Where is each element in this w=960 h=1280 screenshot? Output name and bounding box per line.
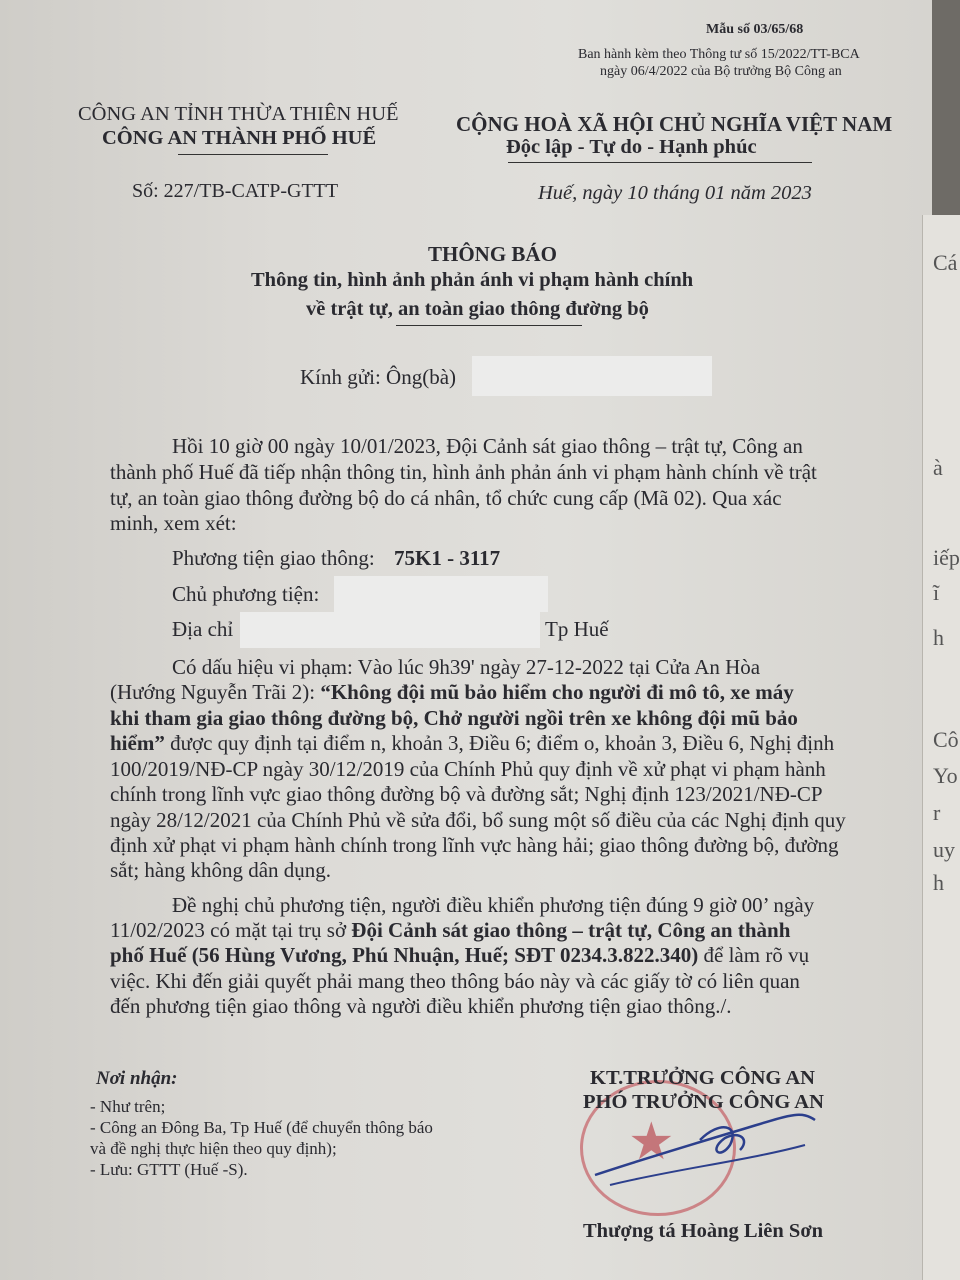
side-glyph: Cá: [933, 250, 958, 275]
nation-title: CỘNG HOÀ XÃ HỘI CHỦ NGHĨA VIỆT NAM: [456, 112, 893, 136]
side-glyph: r: [933, 800, 941, 825]
form-issued-line1: Ban hành kèm theo Thông tư số 15/2022/TT-BCA: [578, 47, 860, 62]
notice-subtitle-2: về trật tự, an toàn giao thông đường bộ: [306, 298, 649, 320]
violation-line-4: hiểm” được quy định tại điểm n, khoản 3, Điều 6; điểm o, khoản 3, Điều 6, Nghị định: [110, 731, 835, 755]
side-glyph: à: [933, 455, 943, 480]
signer-title-1: KT.TRƯỞNG CÔNG AN: [590, 1067, 815, 1089]
side-glyph: Cô: [933, 727, 959, 752]
side-glyph: h: [933, 625, 944, 650]
recipients-item-1: - Như trên;: [90, 1097, 166, 1116]
signer-name: Thượng tá Hoàng Liên Sơn: [583, 1220, 824, 1242]
request-line-3: phố Huế (56 Hùng Vương, Phú Nhuận, Huế; SĐT 0234.3.822.340) để làm rõ vụ: [110, 943, 810, 967]
side-glyph: Yo: [933, 763, 958, 788]
request-line-5: đến phương tiện giao thông và người điều khiển phương tiện giao thông./.: [110, 994, 732, 1018]
violation-line-8: định xử phạt vi phạm hành chính trong lĩnh vực hàng hải; giao thông đường bộ, đường: [110, 833, 839, 857]
title-underline: [396, 325, 582, 326]
redacted-address: [240, 612, 540, 648]
side-glyph: uy: [933, 837, 955, 862]
violation-line-2: (Hướng Nguyễn Trãi 2): “Không đội mũ bảo hiểm cho người đi mô tô, xe máy: [110, 680, 794, 704]
address-label: Địa chỉ: [172, 617, 234, 641]
document-number: Số: 227/TB-CATP-GTTT: [132, 180, 339, 202]
motto-underline: [508, 162, 812, 163]
side-glyph: iếp: [933, 545, 960, 570]
intro-line-2: thành phố Huế đã tiếp nhận thông tin, hình ảnh phản ánh vi phạm hành chính về trật: [110, 460, 817, 484]
vehicle-label: Phương tiện giao thông:: [172, 546, 375, 570]
seal-star-icon: ★: [628, 1114, 675, 1171]
background-paper-edge: [922, 215, 960, 1280]
form-issued-line2: ngày 06/4/2022 của Bộ trưởng Bộ Công an: [600, 64, 842, 79]
owner-label: Chủ phương tiện:: [172, 582, 320, 606]
notice-subtitle-1: Thông tin, hình ảnh phản ánh vi phạm hành chính: [251, 269, 694, 291]
nation-motto: Độc lập - Tự do - Hạnh phúc: [506, 136, 757, 158]
agency-name: CÔNG AN TỈNH THỪA THIÊN HUẾ: [78, 103, 399, 125]
recipients-item-2b: và đề nghị thực hiện theo quy định);: [90, 1139, 337, 1158]
unit-name: CÔNG AN THÀNH PHỐ HUẾ: [102, 127, 377, 149]
signer-title-2: PHÓ TRƯỞNG CÔNG AN: [583, 1091, 824, 1113]
request-line-4: việc. Khi đến giải quyết phải mang theo thông báo này và các giấy tờ có liên quan: [110, 969, 800, 993]
violation-line-5: 100/2019/NĐ-CP ngày 30/12/2019 của Chính Phủ quy định về xử phạt vi phạm hành: [110, 757, 826, 781]
redacted-owner-name: [334, 576, 548, 612]
unit-underline: [178, 154, 328, 155]
signature-scribble: [590, 1100, 820, 1200]
request-line-2: 11/02/2023 có mặt tại trụ sở Đội Cảnh sát giao thông – trật tự, Công an thành: [110, 918, 791, 942]
address-city: Tp Huế: [545, 617, 609, 641]
form-number: Mẫu số 03/65/68: [706, 22, 804, 37]
intro-line-1: Hồi 10 giờ 00 ngày 10/01/2023, Đội Cảnh sát giao thông – trật tự, Công an: [172, 434, 803, 458]
side-glyph: ĩ: [933, 580, 940, 605]
notice-title: THÔNG BÁO: [428, 242, 557, 266]
side-glyph: h: [933, 870, 944, 895]
request-line-1: Đề nghị chủ phương tiện, người điều khiển phương tiện đúng 9 giờ 00’ ngày: [172, 893, 815, 917]
recipients-item-3: - Lưu: GTTT (Huế -S).: [90, 1160, 248, 1179]
violation-line-9: sắt; hàng không dân dụng.: [110, 858, 332, 882]
recipients-item-2: - Công an Đông Ba, Tp Huế (để chuyển thông báo: [90, 1118, 433, 1137]
redacted-recipient-name: [472, 356, 712, 396]
violation-line-1: Có dấu hiệu vi phạm: Vào lúc 9h39' ngày 27-12-2022 tại Cửa An Hòa: [172, 655, 761, 679]
violation-line-3: khi tham gia giao thông đường bộ, Chở người ngồi trên xe không đội mũ bảo: [110, 706, 798, 730]
issue-date: Huế, ngày 10 tháng 01 năm 2023: [538, 182, 812, 204]
intro-line-3: tự, an toàn giao thông đường bộ do cá nhân, tổ chức cung cấp (Mã 02). Qua xác: [110, 486, 782, 510]
violation-line-6: chính trong lĩnh vực giao thông đường bộ và đường sắt; Nghị định 123/2021/NĐ-CP: [110, 782, 823, 806]
recipient-label: Kính gửi: Ông(bà): [300, 365, 457, 389]
vehicle-plate: 75K1 - 3117: [394, 546, 501, 570]
recipients-heading: Nơi nhận:: [96, 1068, 178, 1089]
intro-line-4: minh, xem xét:: [110, 511, 237, 535]
violation-line-7: ngày 28/12/2021 của Chính Phủ về sửa đổi, bổ sung một số điều của các Nghị định quy: [110, 808, 846, 832]
